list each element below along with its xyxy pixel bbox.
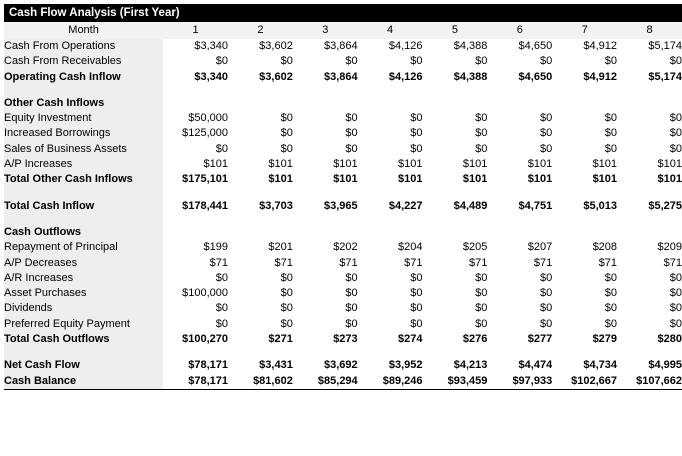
row-label: Other Cash Inflows [4,96,163,111]
cell-value: $3,602 [228,70,293,85]
row-label: Asset Purchases [4,286,163,301]
cell-value: $4,734 [552,358,617,373]
cell-value: $3,340 [163,70,228,85]
row-label: Dividends [4,301,163,316]
row-label: Cash Balance [4,374,163,390]
cell-value [228,85,293,96]
cell-value [358,85,423,96]
cell-value [423,85,488,96]
cell-value: $0 [487,301,552,316]
cell-value [552,188,617,199]
row-label [4,188,163,199]
cell-value: $4,126 [358,70,423,85]
cell-value: $0 [293,286,358,301]
cell-value: $3,431 [228,358,293,373]
cell-value: $0 [293,54,358,69]
cell-value: $101 [552,157,617,172]
cell-value: $3,703 [228,199,293,214]
cell-value [617,214,682,225]
cell-value: $50,000 [163,111,228,126]
cell-value: $93,459 [423,374,488,390]
cell-value: $0 [617,111,682,126]
table-row [4,256,682,271]
cell-value: $0 [487,317,552,332]
cell-value: $71 [293,256,358,271]
cell-value: $0 [293,126,358,141]
cell-value: $0 [552,301,617,316]
cell-value: $0 [617,301,682,316]
cell-value [552,225,617,240]
cell-value: $71 [228,256,293,271]
cell-value: $4,388 [423,39,488,54]
cell-value: $280 [617,332,682,347]
cell-value [163,225,228,240]
table-spacer-row [4,85,682,96]
cell-value: $101 [423,157,488,172]
cell-value: $0 [617,126,682,141]
cell-value: $125,000 [163,126,228,141]
cell-value: $3,864 [293,70,358,85]
cell-value: $0 [487,271,552,286]
cell-value: $0 [163,301,228,316]
cell-value: $0 [423,317,488,332]
cell-value: $273 [293,332,358,347]
cell-value: $0 [228,126,293,141]
cell-value: $0 [358,271,423,286]
cell-value [228,188,293,199]
cell-value: $0 [552,286,617,301]
cell-value: $0 [552,111,617,126]
cell-value: $0 [293,142,358,157]
row-label: Cash Outflows [4,225,163,240]
cell-value: $0 [228,111,293,126]
cell-value [293,96,358,111]
cell-value [423,347,488,358]
cell-value: $101 [487,172,552,187]
header-month-3: 3 [293,22,358,39]
cell-value: $271 [228,332,293,347]
cell-value: $3,692 [293,358,358,373]
header-month-1: 1 [163,22,228,39]
cell-value: $71 [358,256,423,271]
report-title-row [4,4,682,22]
cell-value [163,347,228,358]
cell-value: $209 [617,240,682,255]
cell-value: $202 [293,240,358,255]
row-label: Cash From Receivables [4,54,163,69]
row-label: Cash From Operations [4,39,163,54]
cell-value: $205 [423,240,488,255]
cell-value [293,225,358,240]
cell-value: $0 [552,271,617,286]
cell-value [293,188,358,199]
cell-value: $0 [358,111,423,126]
cell-value: $4,751 [487,199,552,214]
cell-value: $4,213 [423,358,488,373]
cell-value [293,214,358,225]
cell-value: $0 [552,317,617,332]
cell-value: $0 [423,54,488,69]
cell-value: $0 [163,271,228,286]
cell-value: $101 [423,172,488,187]
cell-value [552,347,617,358]
cell-value: $277 [487,332,552,347]
cell-value: $0 [423,126,488,141]
table-row [4,142,682,157]
row-label [4,347,163,358]
cell-value: $0 [423,271,488,286]
cell-value: $100,000 [163,286,228,301]
cell-value [163,214,228,225]
table-row [4,286,682,301]
cell-value: $0 [163,317,228,332]
cell-value: $5,013 [552,199,617,214]
cell-value: $0 [293,317,358,332]
row-label: Total Other Cash Inflows [4,172,163,187]
cell-value: $0 [228,54,293,69]
cell-value: $5,174 [617,70,682,85]
cell-value [293,85,358,96]
cell-value: $4,489 [423,199,488,214]
cell-value: $0 [617,271,682,286]
cell-value: $101 [552,172,617,187]
row-label [4,214,163,225]
column-header-row [4,22,682,39]
table-row [4,374,682,390]
table-row [4,240,682,255]
cell-value: $5,174 [617,39,682,54]
cell-value: $101 [617,172,682,187]
cell-value: $0 [293,271,358,286]
cell-value [487,214,552,225]
cell-value [228,214,293,225]
table-spacer-row [4,347,682,358]
cell-value: $81,602 [228,374,293,390]
cell-value: $199 [163,240,228,255]
cell-value: $0 [358,286,423,301]
cell-value: $0 [293,301,358,316]
cell-value: $0 [358,142,423,157]
cell-value: $0 [358,54,423,69]
cell-value [163,188,228,199]
cell-value [617,85,682,96]
table-row [4,126,682,141]
cell-value: $0 [552,54,617,69]
cell-value: $78,171 [163,358,228,373]
cell-value: $101 [228,172,293,187]
row-label: Preferred Equity Payment [4,317,163,332]
cell-value: $101 [163,157,228,172]
table-row [4,271,682,286]
cell-value: $0 [228,271,293,286]
cell-value: $0 [617,142,682,157]
cell-value: $101 [617,157,682,172]
cell-value [423,188,488,199]
cell-value: $101 [358,172,423,187]
row-label: Equity Investment [4,111,163,126]
cell-value: $101 [293,157,358,172]
report-title: Cash Flow Analysis (First Year) [4,4,682,22]
cell-value: $4,995 [617,358,682,373]
cell-value: $71 [617,256,682,271]
table-row [4,225,682,240]
cell-value: $4,912 [552,39,617,54]
cell-value: $0 [163,54,228,69]
cell-value [617,188,682,199]
cell-value: $97,933 [487,374,552,390]
cell-value: $0 [423,301,488,316]
cell-value: $0 [293,111,358,126]
table-row [4,39,682,54]
cell-value: $71 [487,256,552,271]
table-spacer-row [4,188,682,199]
cell-value: $178,441 [163,199,228,214]
cell-value: $0 [487,54,552,69]
cell-value [358,347,423,358]
cell-value: $0 [228,317,293,332]
cell-value [358,225,423,240]
cell-value: $3,952 [358,358,423,373]
cell-value: $3,340 [163,39,228,54]
cell-value: $175,101 [163,172,228,187]
row-label: Operating Cash Inflow [4,70,163,85]
header-month-2: 2 [228,22,293,39]
cell-value: $4,227 [358,199,423,214]
cell-value [423,225,488,240]
cell-value: $0 [552,126,617,141]
row-label: Sales of Business Assets [4,142,163,157]
cell-value: $102,667 [552,374,617,390]
cell-value [228,96,293,111]
cell-value: $0 [423,286,488,301]
cell-value [228,347,293,358]
cell-value: $0 [358,126,423,141]
table-row [4,70,682,85]
cell-value: $0 [358,301,423,316]
cell-value: $89,246 [358,374,423,390]
cell-value: $0 [163,142,228,157]
cell-value: $78,171 [163,374,228,390]
cell-value [487,347,552,358]
cell-value [487,96,552,111]
cell-value: $107,662 [617,374,682,390]
cash-flow-table-body [4,4,682,389]
cell-value: $71 [163,256,228,271]
cell-value: $3,965 [293,199,358,214]
table-row [4,332,682,347]
cell-value: $0 [617,317,682,332]
table-row [4,172,682,187]
table-row [4,358,682,373]
table-spacer-row [4,214,682,225]
cell-value: $3,864 [293,39,358,54]
table-row [4,111,682,126]
cell-value [163,96,228,111]
cell-value: $0 [423,111,488,126]
header-month-6: 6 [487,22,552,39]
cell-value: $274 [358,332,423,347]
cell-value: $0 [617,54,682,69]
cell-value [293,347,358,358]
cell-value: $204 [358,240,423,255]
cell-value: $4,912 [552,70,617,85]
header-month-7: 7 [552,22,617,39]
cell-value [617,96,682,111]
row-label: Repayment of Principal [4,240,163,255]
cell-value [487,225,552,240]
cell-value [423,214,488,225]
cell-value: $276 [423,332,488,347]
cell-value [617,347,682,358]
row-label: Net Cash Flow [4,358,163,373]
cell-value [617,225,682,240]
cell-value: $4,650 [487,39,552,54]
header-month-8: 8 [617,22,682,39]
cell-value [552,96,617,111]
cell-value: $208 [552,240,617,255]
cell-value: $0 [358,317,423,332]
cell-value: $0 [487,286,552,301]
table-row [4,199,682,214]
cell-value: $100,270 [163,332,228,347]
cell-value: $0 [552,142,617,157]
cell-value: $3,602 [228,39,293,54]
cell-value: $4,388 [423,70,488,85]
cell-value: $71 [423,256,488,271]
cell-value: $0 [228,286,293,301]
cell-value [487,85,552,96]
cell-value: $101 [228,157,293,172]
cell-value [358,188,423,199]
cell-value: $4,650 [487,70,552,85]
table-row [4,317,682,332]
cell-value: $0 [423,142,488,157]
header-month-4: 4 [358,22,423,39]
cell-value: $0 [228,142,293,157]
cell-value [487,188,552,199]
row-label: Total Cash Inflow [4,199,163,214]
header-month-5: 5 [423,22,488,39]
cell-value [228,225,293,240]
cell-value: $0 [487,142,552,157]
cell-value: $101 [358,157,423,172]
cell-value [358,214,423,225]
header-label-month: Month [4,22,163,39]
table-row [4,54,682,69]
cell-value: $101 [293,172,358,187]
cell-value: $5,275 [617,199,682,214]
cash-flow-table [4,4,682,390]
cell-value [358,96,423,111]
cell-value: $0 [228,301,293,316]
cell-value: $201 [228,240,293,255]
cell-value: $4,126 [358,39,423,54]
cell-value [552,85,617,96]
row-label: A/P Decreases [4,256,163,271]
cell-value: $71 [552,256,617,271]
cell-value: $0 [487,126,552,141]
cell-value [163,85,228,96]
cell-value [552,214,617,225]
cell-value: $101 [487,157,552,172]
cash-flow-report [4,4,682,456]
row-label: Total Cash Outflows [4,332,163,347]
cell-value: $207 [487,240,552,255]
cell-value: $4,474 [487,358,552,373]
table-row [4,96,682,111]
row-label [4,85,163,96]
table-row [4,301,682,316]
cell-value [423,96,488,111]
cell-value: $0 [487,111,552,126]
cell-value: $0 [617,286,682,301]
cell-value: $85,294 [293,374,358,390]
row-label: A/P Increases [4,157,163,172]
table-row [4,157,682,172]
cell-value: $279 [552,332,617,347]
row-label: A/R Increases [4,271,163,286]
row-label: Increased Borrowings [4,126,163,141]
